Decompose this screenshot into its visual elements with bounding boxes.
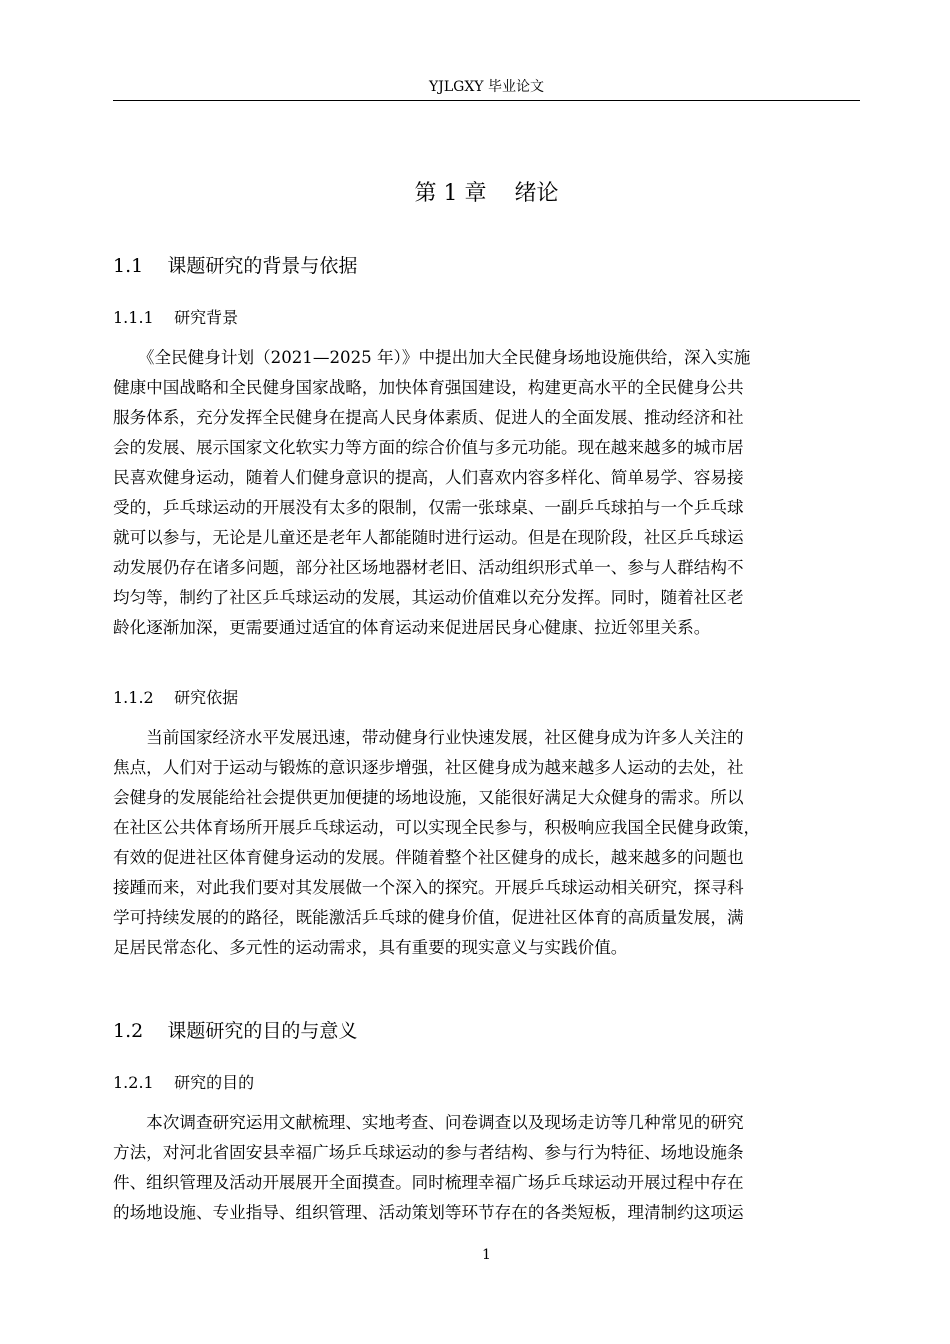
paragraph-research-purpose — [113, 1108, 860, 1228]
text-line: 的场地设施、专业指导、组织管理、活动策划等环节存在的各类短板，理清制约这项运 — [113, 1203, 744, 1222]
subsection-title: 研究依据 — [174, 688, 239, 707]
text-line: 《全民健身计划（2021—2025 年）》中提出加大全民健身场地设施供给，深入实施 — [113, 348, 751, 367]
section-number: 1.2 — [113, 1020, 144, 1042]
text-line: 件、组织管理及活动开展展开全面摸查。同时梳理幸福广场乒乓球运动开展过程中存在 — [113, 1173, 744, 1192]
text-line: 龄化逐渐加深，更需要通过适宜的体育运动来促进居民身心健康、拉近邻里关系。 — [113, 618, 711, 637]
section-heading-1-2 — [113, 1017, 357, 1045]
text-line: 接踵而来，对此我们要对其发展做一个深入的探究。开展乒乓球运动相关研究，探寻科 — [113, 878, 744, 897]
text-line: 在社区公共体育场所开展乒乓球运动，可以实现全民参与，积极响应我国全民健身政策， — [113, 818, 761, 837]
text-line: 健康中国战略和全民健身国家战略，加快体育强国建设，构建更高水平的全民健身公共 — [113, 378, 744, 397]
chapter-number: 第 1 章 — [414, 181, 487, 206]
text-line: 服务体系，充分发挥全民健身在提高人民身体素质、促进人的全面发展、推动经济和社 — [113, 408, 744, 427]
subsection-number: 1.2.1 — [113, 1073, 154, 1092]
text-line: 动发展仍存在诸多问题，部分社区场地器材老旧、活动组织形式单一、参与人群结构不 — [113, 558, 744, 577]
subsection-heading-1-1-2 — [113, 686, 238, 710]
paragraph-research-background — [113, 343, 860, 643]
text-line: 本次调查研究运用文献梳理、实地考查、问卷调查以及现场走访等几种常见的研究 — [113, 1113, 744, 1132]
page-number: 1 — [482, 1247, 491, 1263]
subsection-number: 1.1.1 — [113, 308, 154, 327]
text-line: 学可持续发展的的路径，既能激活乒乓球的健身价值，促进社区体育的高质量发展，满 — [113, 908, 744, 927]
section-heading-1-1 — [113, 252, 357, 280]
subsection-title: 研究背景 — [174, 308, 239, 327]
text-line: 民喜欢健身运动，随着人们健身意识的提高，人们喜欢内容多样化、简单易学、容易接 — [113, 468, 744, 487]
text-line: 足居民常态化、多元性的运动需求，具有重要的现实意义与实践价值。 — [113, 938, 628, 957]
text-line: 就可以参与，无论是儿童还是老年人都能随时进行运动。但是在现阶段，社区乒乓球运 — [113, 528, 744, 547]
subsection-number: 1.1.2 — [113, 688, 154, 707]
paragraph-research-basis — [113, 723, 860, 963]
text-line: 有效的促进社区体育健身运动的发展。伴随着整个社区健身的成长，越来越多的问题也 — [113, 848, 744, 867]
text-line: 受的，乒乓球运动的开展没有太多的限制，仅需一张球桌、一副乒乓球拍与一个乒乓球 — [113, 498, 744, 517]
text-line: 当前国家经济水平发展迅速，带动健身行业快速发展，社区健身成为许多人关注的 — [113, 728, 744, 747]
header-divider — [113, 100, 860, 101]
text-line: 会的发展、展示国家文化软实力等方面的综合价值与多元功能。现在越来越多的城市居 — [113, 438, 744, 457]
chapter-name: 绪论 — [514, 181, 559, 206]
subsection-heading-1-2-1 — [113, 1071, 254, 1095]
text-line: 均匀等，制约了社区乒乓球运动的发展，其运动价值难以充分发挥。同时，随着社区老 — [113, 588, 744, 607]
text-line: 焦点，人们对于运动与锻炼的意识逐步增强，社区健身成为越来越多人运动的去处，社 — [113, 758, 744, 777]
section-title: 课题研究的目的与意义 — [167, 1020, 358, 1042]
text-line: 方法，对河北省固安县幸福广场乒乓球运动的参与者结构、参与行为特征、场地设施条 — [113, 1143, 744, 1162]
chapter-title — [113, 178, 860, 210]
subsection-title: 研究的目的 — [174, 1073, 255, 1092]
section-number: 1.1 — [113, 255, 144, 277]
subsection-heading-1-1-1 — [113, 306, 238, 330]
section-title: 课题研究的背景与依据 — [167, 255, 358, 277]
page-header: YJLGXY 毕业论文 — [429, 79, 544, 95]
text-line: 会健身的发展能给社会提供更加便捷的场地设施，又能很好满足大众健身的需求。所以 — [113, 788, 744, 807]
